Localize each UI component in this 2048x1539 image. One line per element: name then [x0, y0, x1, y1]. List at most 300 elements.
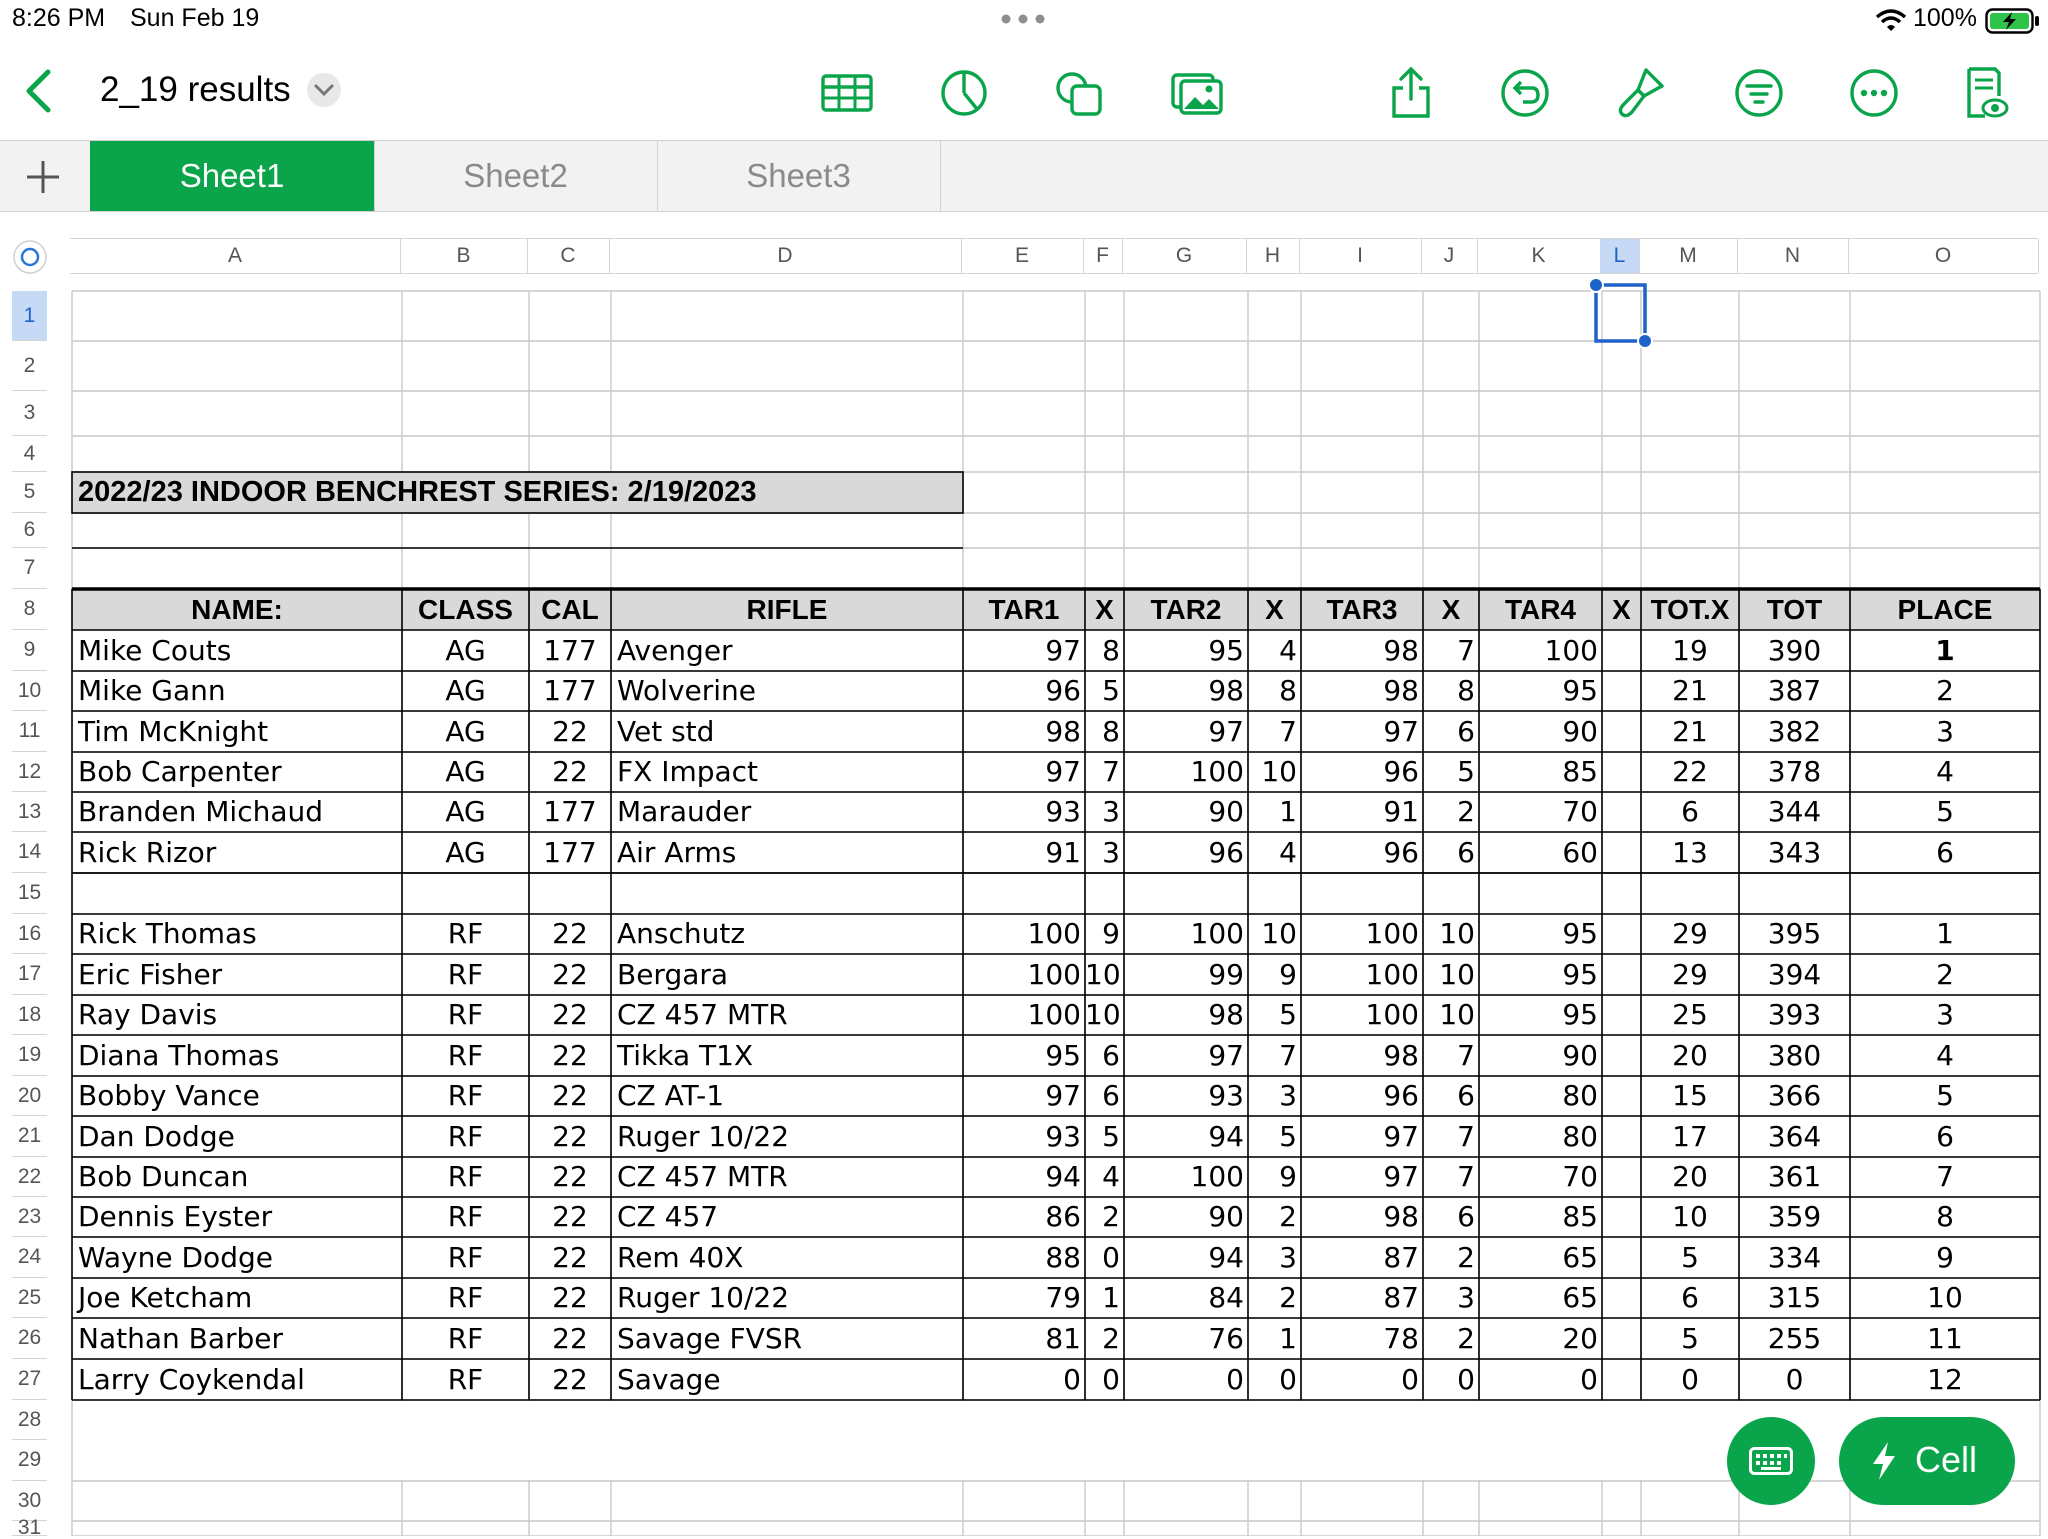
keyboard-button[interactable] — [1727, 1417, 1815, 1505]
header-cell[interactable]: TAR4 — [1504, 594, 1577, 625]
data-cell[interactable]: 395 — [1767, 917, 1822, 950]
name-cell[interactable]: Mike Gann — [78, 674, 226, 707]
data-cell[interactable]: 90 — [1562, 715, 1598, 748]
data-cell[interactable]: 96 — [1383, 1079, 1419, 1112]
column-header-l[interactable]: L — [1600, 239, 1640, 273]
data-cell[interactable]: 81 — [1045, 1322, 1081, 1355]
data-cell[interactable] — [1602, 752, 1641, 792]
data-cell[interactable]: 7 — [1457, 1160, 1475, 1193]
data-cell[interactable]: 22 — [552, 1120, 588, 1153]
data-cell[interactable]: AG — [445, 674, 486, 707]
data-cell[interactable]: 91 — [1045, 836, 1081, 869]
data-cell[interactable]: 87 — [1383, 1241, 1419, 1274]
data-cell[interactable]: 94 — [1208, 1241, 1244, 1274]
sheet-title-cell[interactable]: 2022/23 INDOOR BENCHREST SERIES: 2/19/2023 — [78, 476, 757, 508]
data-cell[interactable]: 1 — [1279, 1322, 1297, 1355]
data-cell[interactable]: 95 — [1562, 917, 1598, 950]
data-cell[interactable] — [1602, 1197, 1641, 1237]
header-cell[interactable]: CAL — [541, 594, 599, 625]
data-cell[interactable]: 3 — [1936, 998, 1954, 1031]
data-cell[interactable]: 5 — [1102, 674, 1120, 707]
data-cell[interactable]: 364 — [1767, 1120, 1822, 1153]
tab-sheet1[interactable]: Sheet1 — [90, 141, 375, 211]
data-cell[interactable]: 29 — [1672, 958, 1708, 991]
data-cell[interactable]: 177 — [543, 795, 597, 828]
data-cell[interactable]: 0 — [1401, 1363, 1419, 1396]
data-cell[interactable]: 6 — [1457, 836, 1475, 869]
data-cell[interactable]: 98 — [1045, 715, 1081, 748]
data-cell[interactable]: 100 — [1027, 958, 1081, 991]
data-cell[interactable]: 78 — [1383, 1322, 1419, 1355]
data-cell[interactable]: 2 — [1457, 795, 1475, 828]
data-cell[interactable]: 90 — [1208, 795, 1244, 828]
data-cell[interactable]: 95 — [1208, 634, 1244, 667]
data-cell[interactable]: 7 — [1279, 1039, 1297, 1072]
data-cell[interactable]: 0 — [1785, 1363, 1804, 1396]
header-cell[interactable]: RIFLE — [746, 594, 828, 625]
name-cell[interactable]: Branden Michaud — [78, 795, 324, 828]
data-cell[interactable]: 3 — [1102, 836, 1120, 869]
data-cell[interactable]: 1 — [1102, 1281, 1120, 1314]
data-cell[interactable]: 93 — [1045, 795, 1081, 828]
data-cell[interactable]: 0 — [1580, 1363, 1598, 1396]
data-cell[interactable]: 10 — [1085, 958, 1121, 991]
header-cell[interactable]: TAR2 — [1150, 594, 1222, 625]
name-cell[interactable]: Rick Rizor — [78, 836, 217, 869]
data-cell[interactable] — [1602, 1116, 1641, 1157]
document-title[interactable]: 2_19 results — [100, 70, 291, 109]
data-cell[interactable]: RF — [447, 917, 484, 950]
data-cell[interactable]: 98 — [1208, 998, 1244, 1031]
data-cell[interactable]: 21 — [1672, 715, 1708, 748]
data-cell[interactable]: Bergara — [617, 958, 729, 991]
data-cell[interactable]: 100 — [1190, 755, 1244, 788]
data-cell[interactable]: 5 — [1102, 1120, 1120, 1153]
column-header-b[interactable]: B — [400, 239, 528, 273]
data-cell[interactable]: 98 — [1383, 634, 1419, 667]
data-cell[interactable]: 9 — [1936, 1241, 1954, 1274]
data-cell[interactable]: 6 — [1457, 1200, 1475, 1233]
data-cell[interactable]: Rem 40X — [617, 1241, 744, 1274]
data-cell[interactable] — [1602, 1157, 1641, 1197]
data-cell[interactable]: 3 — [1279, 1079, 1297, 1112]
data-cell[interactable] — [1602, 1318, 1641, 1359]
tab-sheet2[interactable]: Sheet2 — [374, 141, 658, 211]
data-cell[interactable]: 9 — [1279, 958, 1297, 991]
row-header-31[interactable]: 31 — [12, 1521, 47, 1536]
data-cell[interactable]: 97 — [1045, 755, 1081, 788]
data-cell[interactable]: 9 — [1279, 1160, 1297, 1193]
data-cell[interactable]: 20 — [1672, 1160, 1708, 1193]
name-cell[interactable]: Bobby Vance — [78, 1079, 260, 1112]
data-cell[interactable]: 380 — [1767, 1039, 1822, 1072]
data-cell[interactable]: 85 — [1562, 755, 1598, 788]
data-cell[interactable]: 100 — [1190, 1160, 1244, 1193]
data-cell[interactable]: 65 — [1562, 1281, 1598, 1314]
name-cell[interactable]: Tim McKnight — [78, 715, 269, 748]
data-cell[interactable] — [1602, 1278, 1641, 1318]
data-cell[interactable]: 19 — [1672, 634, 1708, 667]
data-cell[interactable]: 6 — [1681, 795, 1699, 828]
data-cell[interactable]: 100 — [1027, 917, 1081, 950]
data-cell[interactable]: 15 — [1672, 1079, 1708, 1112]
data-cell[interactable]: RF — [447, 1363, 484, 1396]
data-cell[interactable]: 5 — [1936, 795, 1954, 828]
data-cell[interactable]: 378 — [1767, 755, 1822, 788]
name-cell[interactable]: Mike Couts — [78, 634, 232, 667]
data-cell[interactable]: Vet std — [617, 715, 715, 748]
data-cell[interactable] — [1602, 711, 1641, 752]
data-cell[interactable]: 100 — [1027, 998, 1081, 1031]
data-cell[interactable]: 22 — [552, 958, 588, 991]
data-cell[interactable] — [1602, 1076, 1641, 1116]
data-cell[interactable]: Savage FVSR — [617, 1322, 803, 1355]
name-cell[interactable]: Rick Thomas — [78, 917, 257, 950]
data-cell[interactable]: 0 — [1681, 1363, 1699, 1396]
data-cell[interactable]: 100 — [1544, 634, 1598, 667]
data-cell[interactable]: 6 — [1102, 1039, 1120, 1072]
data-cell[interactable] — [1602, 995, 1641, 1035]
data-cell[interactable]: 0 — [1457, 1363, 1475, 1396]
data-cell[interactable]: 84 — [1208, 1281, 1244, 1314]
data-cell[interactable]: Tikka T1X — [617, 1039, 754, 1072]
data-cell[interactable]: 177 — [543, 674, 597, 707]
data-cell[interactable]: 99 — [1208, 958, 1244, 991]
data-cell[interactable]: 6 — [1457, 1079, 1475, 1112]
data-cell[interactable] — [1602, 1035, 1641, 1076]
data-cell[interactable]: 22 — [552, 998, 588, 1031]
data-cell[interactable]: 94 — [1045, 1160, 1081, 1193]
data-cell[interactable]: 5 — [1681, 1322, 1699, 1355]
data-cell[interactable]: 79 — [1045, 1281, 1081, 1314]
header-cell[interactable]: TOT — [1766, 594, 1823, 625]
data-cell[interactable]: 6 — [1681, 1281, 1699, 1314]
data-cell[interactable]: RF — [447, 1079, 484, 1112]
data-cell[interactable]: 97 — [1383, 1120, 1419, 1153]
data-cell[interactable]: 7 — [1279, 715, 1297, 748]
data-cell[interactable]: 100 — [1365, 998, 1419, 1031]
data-cell[interactable]: 5 — [1936, 1079, 1954, 1112]
data-cell[interactable]: 393 — [1767, 998, 1822, 1031]
row-header-7[interactable]: 7 — [12, 548, 47, 589]
data-cell[interactable]: 1 — [1936, 917, 1954, 950]
data-cell[interactable]: CZ AT-1 — [617, 1079, 725, 1112]
data-cell[interactable]: 394 — [1767, 958, 1822, 991]
data-cell[interactable]: 3 — [1936, 715, 1954, 748]
data-cell[interactable]: 98 — [1383, 1039, 1419, 1072]
data-cell[interactable] — [1602, 914, 1641, 954]
data-cell[interactable]: 98 — [1383, 1200, 1419, 1233]
row-header-8[interactable]: 8 — [12, 589, 47, 630]
data-cell[interactable]: 361 — [1767, 1160, 1822, 1193]
data-cell[interactable]: 22 — [552, 1160, 588, 1193]
data-cell[interactable]: 85 — [1562, 1200, 1598, 1233]
data-cell[interactable]: 7 — [1457, 1039, 1475, 1072]
header-cell[interactable]: X — [1441, 594, 1461, 625]
data-cell[interactable]: Avenger — [617, 634, 733, 667]
data-cell[interactable]: CZ 457 — [617, 1200, 719, 1233]
data-cell[interactable]: 10 — [1261, 755, 1297, 788]
name-cell[interactable]: Nathan Barber — [78, 1322, 284, 1355]
row-header-25[interactable]: 25 — [12, 1278, 47, 1318]
data-cell[interactable] — [1602, 954, 1641, 995]
data-cell[interactable]: 70 — [1562, 795, 1598, 828]
data-cell[interactable]: 5 — [1681, 1241, 1699, 1274]
data-cell[interactable]: 10 — [1672, 1200, 1708, 1233]
data-cell[interactable]: RF — [447, 998, 484, 1031]
data-cell[interactable]: 97 — [1045, 1079, 1081, 1112]
data-cell[interactable] — [1602, 671, 1641, 711]
data-cell[interactable]: AG — [445, 755, 486, 788]
data-cell[interactable]: 0 — [1102, 1363, 1120, 1396]
header-cell[interactable]: X — [1095, 594, 1114, 625]
data-cell[interactable] — [1602, 630, 1641, 671]
data-cell[interactable]: 22 — [552, 1241, 588, 1274]
data-cell[interactable]: 22 — [552, 1322, 588, 1355]
data-cell[interactable]: 6 — [1102, 1079, 1120, 1112]
row-header-22[interactable]: 22 — [12, 1157, 47, 1197]
data-cell[interactable]: 96 — [1208, 836, 1244, 869]
data-cell[interactable]: 2 — [1936, 674, 1954, 707]
data-cell[interactable]: 2 — [1102, 1322, 1120, 1355]
row-header-4[interactable]: 4 — [12, 436, 47, 472]
data-cell[interactable]: 22 — [552, 1200, 588, 1233]
row-header-17[interactable]: 17 — [12, 954, 47, 995]
name-cell[interactable]: Dennis Eyster — [78, 1200, 273, 1233]
data-cell[interactable]: 334 — [1767, 1241, 1822, 1274]
data-cell[interactable]: CZ 457 MTR — [617, 998, 788, 1031]
data-cell[interactable]: 22 — [552, 1079, 588, 1112]
data-cell[interactable]: 100 — [1365, 917, 1419, 950]
name-cell[interactable]: Wayne Dodge — [78, 1241, 273, 1274]
data-cell[interactable]: 255 — [1767, 1322, 1822, 1355]
data-cell[interactable]: 10 — [1085, 998, 1121, 1031]
row-header-16[interactable]: 16 — [12, 914, 47, 954]
data-cell[interactable]: 22 — [1672, 755, 1708, 788]
row-header-30[interactable]: 30 — [12, 1481, 47, 1521]
data-cell[interactable]: 4 — [1279, 634, 1297, 667]
data-cell[interactable]: 93 — [1045, 1120, 1081, 1153]
column-header-e[interactable]: E — [961, 239, 1084, 273]
data-cell[interactable]: 3 — [1457, 1281, 1475, 1314]
data-cell[interactable]: 2 — [1279, 1281, 1297, 1314]
data-cell[interactable]: 5 — [1279, 998, 1297, 1031]
row-header-19[interactable]: 19 — [12, 1035, 47, 1076]
data-cell[interactable]: RF — [447, 1120, 484, 1153]
data-cell[interactable]: 6 — [1936, 836, 1954, 869]
data-cell[interactable]: 6 — [1457, 715, 1475, 748]
name-cell[interactable]: Larry Coykendal — [78, 1363, 305, 1396]
data-cell[interactable]: 96 — [1383, 836, 1419, 869]
row-header-10[interactable]: 10 — [12, 671, 47, 711]
data-cell[interactable] — [1602, 1359, 1641, 1400]
header-cell[interactable]: TOT.X — [1650, 594, 1730, 625]
data-cell[interactable]: 12 — [1927, 1363, 1963, 1396]
data-cell[interactable]: 2 — [1457, 1322, 1475, 1355]
row-header-27[interactable]: 27 — [12, 1359, 47, 1400]
data-cell[interactable]: 95 — [1562, 674, 1598, 707]
data-cell[interactable]: 22 — [552, 1363, 588, 1396]
data-cell[interactable]: 17 — [1672, 1120, 1708, 1153]
data-cell[interactable] — [1602, 792, 1641, 832]
data-cell[interactable]: 359 — [1767, 1200, 1822, 1233]
column-header-a[interactable]: A — [70, 239, 401, 273]
data-cell[interactable]: 8 — [1102, 634, 1120, 667]
data-cell[interactable]: 97 — [1383, 715, 1419, 748]
data-cell[interactable]: 2 — [1457, 1241, 1475, 1274]
data-cell[interactable]: 1 — [1279, 795, 1297, 828]
row-header-21[interactable]: 21 — [12, 1116, 47, 1157]
data-cell[interactable]: 3 — [1102, 795, 1120, 828]
name-cell[interactable]: Joe Ketcham — [78, 1281, 253, 1314]
data-cell[interactable]: 11 — [1927, 1322, 1963, 1355]
column-header-o[interactable]: O — [1848, 239, 2039, 273]
data-cell[interactable]: 8 — [1457, 674, 1475, 707]
data-cell[interactable]: 97 — [1208, 1039, 1244, 1072]
data-cell[interactable]: 177 — [543, 836, 597, 869]
row-header-3[interactable]: 3 — [12, 391, 47, 436]
data-cell[interactable] — [1602, 832, 1641, 873]
row-header-6[interactable]: 6 — [12, 513, 47, 548]
data-cell[interactable]: Ruger 10/22 — [617, 1281, 790, 1314]
data-cell[interactable]: 382 — [1767, 715, 1822, 748]
data-cell[interactable]: AG — [445, 715, 486, 748]
data-cell[interactable]: 343 — [1767, 836, 1822, 869]
data-cell[interactable]: 97 — [1045, 634, 1081, 667]
data-cell[interactable]: 95 — [1045, 1039, 1081, 1072]
data-cell[interactable]: 22 — [552, 1039, 588, 1072]
data-cell[interactable]: 387 — [1767, 674, 1822, 707]
column-header-f[interactable]: F — [1083, 239, 1123, 273]
data-cell[interactable]: 94 — [1208, 1120, 1244, 1153]
header-cell[interactable]: X — [1612, 594, 1631, 625]
data-cell[interactable] — [1602, 1237, 1641, 1278]
header-cell[interactable]: PLACE — [1897, 594, 1993, 625]
data-cell[interactable]: 2 — [1936, 958, 1954, 991]
data-cell[interactable]: 100 — [1190, 917, 1244, 950]
column-header-j[interactable]: J — [1421, 239, 1478, 273]
data-cell[interactable]: 90 — [1562, 1039, 1598, 1072]
data-cell[interactable]: 22 — [552, 1281, 588, 1314]
data-cell[interactable]: 96 — [1045, 674, 1081, 707]
column-header-h[interactable]: H — [1246, 239, 1300, 273]
data-cell[interactable]: 3 — [1279, 1241, 1297, 1274]
data-cell[interactable]: RF — [447, 1322, 484, 1355]
header-cell[interactable]: CLASS — [418, 594, 513, 625]
row-header-24[interactable]: 24 — [12, 1237, 47, 1278]
data-cell[interactable]: 7 — [1936, 1160, 1954, 1193]
tab-sheet3[interactable]: Sheet3 — [657, 141, 941, 211]
data-cell[interactable]: 0 — [1226, 1363, 1244, 1396]
data-cell[interactable]: AG — [445, 795, 486, 828]
data-cell[interactable]: 98 — [1208, 674, 1244, 707]
data-cell[interactable]: 76 — [1208, 1322, 1244, 1355]
data-cell[interactable]: 7 — [1102, 755, 1120, 788]
data-cell[interactable]: 10 — [1439, 917, 1475, 950]
header-cell[interactable]: NAME: — [191, 594, 283, 625]
data-cell[interactable]: 20 — [1672, 1039, 1708, 1072]
data-cell[interactable]: 20 — [1562, 1322, 1598, 1355]
data-cell[interactable]: Anschutz — [617, 917, 746, 950]
data-cell[interactable]: Air Arms — [617, 836, 737, 869]
data-cell[interactable]: 88 — [1045, 1241, 1081, 1274]
row-header-5[interactable]: 5 — [12, 472, 47, 513]
data-cell[interactable]: 6 — [1936, 1120, 1954, 1153]
data-cell[interactable]: 93 — [1208, 1079, 1244, 1112]
data-cell[interactable]: 22 — [552, 917, 588, 950]
data-cell[interactable]: 8 — [1936, 1200, 1954, 1233]
cell-action-button[interactable] — [1839, 1417, 2015, 1505]
data-cell[interactable]: RF — [447, 1241, 484, 1274]
data-cell[interactable]: 80 — [1562, 1120, 1598, 1153]
data-cell[interactable]: 97 — [1208, 715, 1244, 748]
data-cell[interactable]: RF — [447, 1160, 484, 1193]
row-header-28[interactable]: 28 — [12, 1400, 47, 1440]
data-cell[interactable]: 344 — [1767, 795, 1822, 828]
column-header-m[interactable]: M — [1639, 239, 1738, 273]
data-cell[interactable]: 98 — [1383, 674, 1419, 707]
data-cell[interactable]: 95 — [1562, 998, 1598, 1031]
row-header-1[interactable]: 1 — [12, 291, 47, 341]
data-cell[interactable]: 86 — [1045, 1200, 1081, 1233]
data-cell[interactable]: Marauder — [617, 795, 752, 828]
data-cell[interactable]: RF — [447, 1039, 484, 1072]
data-cell[interactable]: 5 — [1457, 755, 1475, 788]
data-cell[interactable]: 22 — [552, 715, 588, 748]
data-cell[interactable]: 366 — [1767, 1079, 1822, 1112]
row-header-23[interactable]: 23 — [12, 1197, 47, 1237]
column-header-g[interactable]: G — [1122, 239, 1247, 273]
data-cell[interactable]: Wolverine — [617, 674, 757, 707]
header-cell[interactable]: TAR1 — [988, 594, 1060, 625]
data-cell[interactable]: 0 — [1279, 1363, 1297, 1396]
data-cell[interactable]: 8 — [1102, 715, 1120, 748]
data-cell[interactable]: 100 — [1365, 958, 1419, 991]
data-cell[interactable]: 2 — [1279, 1200, 1297, 1233]
data-cell[interactable]: 9 — [1102, 917, 1120, 950]
name-cell[interactable]: Bob Duncan — [78, 1160, 249, 1193]
row-header-2[interactable]: 2 — [12, 341, 47, 391]
header-cell[interactable]: X — [1265, 594, 1284, 625]
column-header-i[interactable]: I — [1299, 239, 1422, 273]
data-cell[interactable]: 177 — [543, 634, 597, 667]
data-cell[interactable]: 4 — [1936, 755, 1954, 788]
data-cell[interactable]: 4 — [1936, 1039, 1954, 1072]
column-header-n[interactable]: N — [1737, 239, 1849, 273]
data-cell[interactable]: 96 — [1383, 755, 1419, 788]
row-header-18[interactable]: 18 — [12, 995, 47, 1035]
row-header-15[interactable]: 15 — [12, 873, 47, 914]
name-cell[interactable]: Dan Dodge — [78, 1120, 235, 1153]
data-cell[interactable]: 21 — [1672, 674, 1708, 707]
data-cell[interactable]: CZ 457 MTR — [617, 1160, 788, 1193]
row-header-12[interactable]: 12 — [12, 752, 47, 792]
name-cell[interactable]: Ray Davis — [78, 998, 218, 1031]
data-cell[interactable]: 65 — [1562, 1241, 1598, 1274]
name-cell[interactable]: Diana Thomas — [78, 1039, 280, 1072]
data-cell[interactable]: 7 — [1457, 1120, 1475, 1153]
data-cell[interactable]: 5 — [1279, 1120, 1297, 1153]
row-header-26[interactable]: 26 — [12, 1318, 47, 1359]
data-cell[interactable]: 90 — [1208, 1200, 1244, 1233]
data-cell[interactable]: 22 — [552, 755, 588, 788]
row-header-11[interactable]: 11 — [12, 711, 47, 752]
data-cell[interactable]: 10 — [1261, 917, 1297, 950]
name-cell[interactable]: Eric Fisher — [78, 958, 223, 991]
data-cell[interactable]: 10 — [1439, 958, 1475, 991]
data-cell[interactable]: AG — [445, 634, 486, 667]
data-cell[interactable]: 87 — [1383, 1281, 1419, 1314]
